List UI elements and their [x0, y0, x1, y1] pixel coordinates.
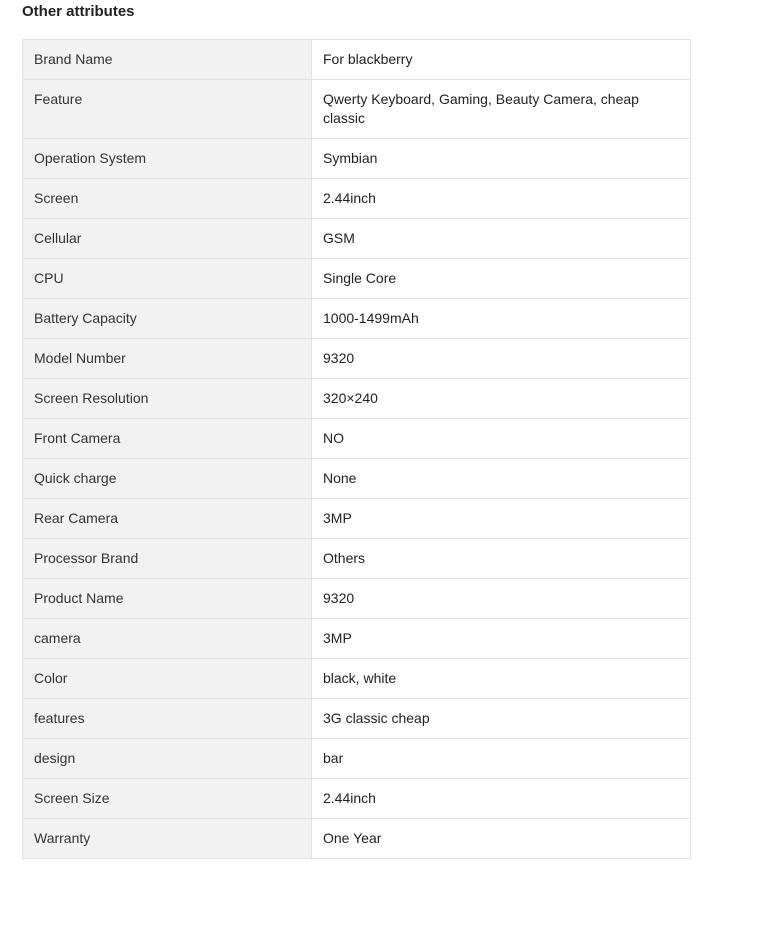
attribute-name: Product Name: [23, 579, 312, 619]
attribute-name: Brand Name: [23, 40, 312, 80]
attribute-value: None: [312, 459, 691, 499]
attribute-name: Cellular: [23, 219, 312, 259]
attribute-value: For blackberry: [312, 40, 691, 80]
attribute-value: Qwerty Keyboard, Gaming, Beauty Camera, cheap classic: [312, 80, 691, 139]
attribute-value: 3MP: [312, 619, 691, 659]
attribute-name: Model Number: [23, 339, 312, 379]
table-row: [23, 739, 691, 779]
table-row: [23, 659, 691, 699]
table-row: [23, 299, 691, 339]
attribute-value: Single Core: [312, 259, 691, 299]
attribute-name: Quick charge: [23, 459, 312, 499]
attribute-name: Screen Size: [23, 779, 312, 819]
attribute-value: 320×240: [312, 379, 691, 419]
table-row: [23, 779, 691, 819]
table-row: [23, 339, 691, 379]
table-row: [23, 419, 691, 459]
attribute-value: bar: [312, 739, 691, 779]
table-row: [23, 40, 691, 80]
attribute-name: Rear Camera: [23, 499, 312, 539]
attribute-value: 9320: [312, 579, 691, 619]
attribute-value: 2.44inch: [312, 779, 691, 819]
attribute-value: black, white: [312, 659, 691, 699]
table-row: [23, 219, 691, 259]
attribute-name: Processor Brand: [23, 539, 312, 579]
attribute-name: Color: [23, 659, 312, 699]
attribute-value: Others: [312, 539, 691, 579]
table-row: [23, 459, 691, 499]
attribute-value: 1000-1499mAh: [312, 299, 691, 339]
attribute-name: Operation System: [23, 139, 312, 179]
section-title: Other attributes: [22, 3, 135, 20]
attribute-name: features: [23, 699, 312, 739]
attribute-name: camera: [23, 619, 312, 659]
attribute-value: 3G classic cheap: [312, 699, 691, 739]
attribute-value: 2.44inch: [312, 179, 691, 219]
attribute-name: Feature: [23, 80, 312, 139]
table-row: [23, 619, 691, 659]
table-row: [23, 80, 691, 139]
attribute-name: Screen: [23, 179, 312, 219]
table-row: [23, 379, 691, 419]
attribute-name: Battery Capacity: [23, 299, 312, 339]
table-row: [23, 259, 691, 299]
table-row: [23, 139, 691, 179]
table-row: [23, 539, 691, 579]
table-row: [23, 579, 691, 619]
attribute-name: CPU: [23, 259, 312, 299]
attributes-table-body: [23, 40, 691, 859]
attribute-value: GSM: [312, 219, 691, 259]
attribute-value: 9320: [312, 339, 691, 379]
attribute-name: Warranty: [23, 819, 312, 859]
attribute-name: Front Camera: [23, 419, 312, 459]
attribute-value: NO: [312, 419, 691, 459]
table-row: [23, 699, 691, 739]
table-row: [23, 179, 691, 219]
table-row: [23, 499, 691, 539]
table-row: [23, 819, 691, 859]
attribute-value: Symbian: [312, 139, 691, 179]
attribute-name: design: [23, 739, 312, 779]
attribute-name: Screen Resolution: [23, 379, 312, 419]
attributes-table: [22, 39, 691, 859]
attribute-value: 3MP: [312, 499, 691, 539]
attribute-value: One Year: [312, 819, 691, 859]
